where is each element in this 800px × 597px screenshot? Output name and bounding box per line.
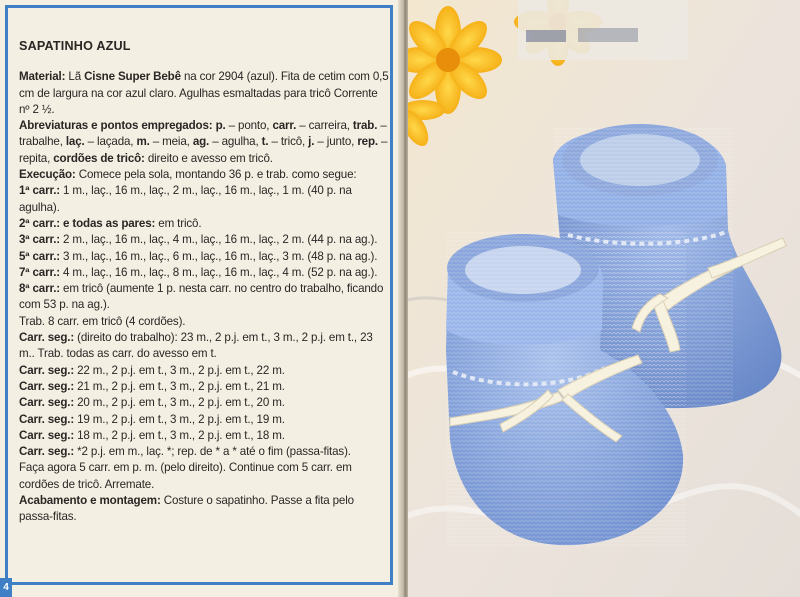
pattern-line [19, 444, 389, 460]
pattern-text-run: Faça agora 5 carr. em p. m. (pelo direito). Continue com 5 carr. em cordões de tricô. Arremate. [19, 461, 352, 491]
pattern-text-run: 19 m., 2 p.j. em t., 3 m., 2 p.j. em t., 19 m. [74, 412, 285, 426]
pattern-line [19, 363, 389, 379]
pattern-term: 7ª carr.: [19, 265, 60, 279]
pattern-line [19, 183, 389, 216]
pattern-term: 2ª carr.: e todas as pares: [19, 216, 156, 230]
pattern-text-run: Costure o sapatinho. Passe a fita pelo passa-fitas. [19, 494, 354, 524]
pattern-text-run: 22 m., 2 p.j. em t., 3 m., 2 p.j. em t., 22 m. [74, 363, 285, 377]
pattern-term: t. [261, 135, 269, 149]
pattern-title: SAPATINHO AZUL [19, 39, 131, 53]
pattern-text-run: na cor 2904 (azul). Fita de cetim com 0,5 cm de largura na cor azul claro. Agulhas esmaltadas para tricô Corrente nº 2 ½. [19, 70, 389, 116]
page-number: 4 [0, 578, 12, 597]
booties-photo-art [408, 0, 800, 597]
pattern-text [19, 38, 389, 526]
pattern-text-run: 21 m., 2 p.j. em t., 3 m., 2 p.j. em t., 21 m. [74, 379, 285, 393]
pattern-term: ag. [192, 135, 210, 149]
pattern-text-run: 1 m., laç., 16 m., laç., 2 m., laç., 16 m., laç., 1 m. (40 p. na agulha). [19, 184, 352, 214]
pattern-text-run: Comece pela sola, montando 36 p. e trab. como segue: [75, 168, 357, 182]
pattern-text-run: *2 p.j. em m., laç. *; rep. de * a * até o fim (passa-fitas). [74, 445, 351, 459]
pattern-text-run: – carreira, [296, 119, 353, 133]
pattern-text-run: 3 m., laç., 16 m., laç., 6 m., laç., 16 m., laç., 3 m. (48 p. na ag.). [59, 249, 378, 263]
pattern-line [19, 232, 389, 248]
pattern-body [19, 69, 389, 525]
pattern-term: trab. [352, 119, 378, 133]
pattern-text-run: – ponto, [225, 119, 273, 133]
pattern-term: Execução: [19, 168, 76, 182]
pattern-line [19, 69, 389, 118]
pattern-line [19, 460, 389, 493]
pattern-term: Carr. seg.: [19, 396, 75, 410]
pattern-term: Cisne Super Bebê [84, 70, 181, 84]
pattern-line [19, 167, 389, 183]
pattern-text-run: – junto, [314, 135, 358, 149]
pattern-text-run: em tricô. [155, 216, 202, 230]
pattern-line [19, 249, 389, 265]
pattern-term: Abreviaturas e pontos empregados: [19, 119, 213, 133]
pattern-text-run: – trabalhe, [19, 119, 387, 149]
pattern-term: cordões de tricô: [53, 151, 145, 165]
pattern-line [19, 265, 389, 281]
pattern-text-run: em tricô (aumente 1 p. nesta carr. no centro do trabalho, ficando com 53 p. na ag.). [19, 282, 384, 312]
pattern-text-run: 20 m., 2 p.j. em t., 3 m., 2 p.j. em t., 20 m. [74, 396, 285, 410]
pattern-term: p. [215, 119, 226, 133]
pattern-line [19, 428, 389, 444]
pattern-text-run: Lã [65, 70, 85, 84]
pattern-line [19, 281, 389, 314]
pattern-term: 5ª carr.: [19, 249, 60, 263]
pattern-term: Carr. seg.: [19, 379, 75, 393]
pattern-line [19, 395, 389, 411]
pattern-term: Carr. seg.: [19, 428, 75, 442]
pattern-text-run: Trab. 8 carr. em tricô (4 cordões). [19, 314, 186, 328]
pattern-term: laç. [65, 135, 85, 149]
pattern-line [19, 330, 389, 363]
pattern-term: Material: [19, 70, 66, 84]
pattern-line [19, 412, 389, 428]
pattern-term: rep. [357, 135, 378, 149]
pattern-line [19, 314, 389, 330]
pattern-line [19, 118, 389, 167]
booties-photo [408, 0, 800, 597]
pattern-term: Carr. seg.: [19, 331, 75, 345]
pattern-text-run: – tricô, [268, 135, 309, 149]
pattern-line [19, 216, 389, 232]
pattern-text-run: – agulha, [209, 135, 262, 149]
pattern-term: 3ª carr.: [19, 233, 60, 247]
pattern-text-run: – meia, [149, 135, 193, 149]
pattern-term: Carr. seg.: [19, 445, 75, 459]
pattern-text-run: 2 m., laç., 16 m., laç., 4 m., laç., 16 m., laç., 2 m. (44 p. na ag.). [59, 233, 378, 247]
pattern-term: Carr. seg.: [19, 363, 75, 377]
pattern-text-run: 18 m., 2 p.j. em t., 3 m., 2 p.j. em t., 18 m. [74, 428, 285, 442]
pattern-term: carr. [272, 119, 297, 133]
pattern-term: j. [308, 135, 315, 149]
pattern-term: Carr. seg.: [19, 412, 75, 426]
pattern-line [19, 493, 389, 526]
pattern-term: 1ª carr.: [19, 184, 60, 198]
pattern-text-run: – laçada, [84, 135, 137, 149]
pattern-text-run: (direito do trabalho): 23 m., 2 p.j. em t., 3 m., 2 p.j. em t., 23 m.. Trab. todas as carr. do avesso em t. [19, 331, 373, 361]
pattern-term: 8ª carr.: [19, 282, 60, 296]
pattern-text-run: 4 m., laç., 16 m., laç., 8 m., laç., 16 m., laç., 4 m. (52 p. na ag.). [59, 265, 378, 279]
pattern-text-run: direito e avesso em tricô. [144, 151, 273, 165]
pattern-term: Acabamento e montagem: [19, 494, 161, 508]
pattern-line [19, 379, 389, 395]
pattern-term: m. [136, 135, 150, 149]
pattern-text-run: – repita, [19, 135, 388, 165]
